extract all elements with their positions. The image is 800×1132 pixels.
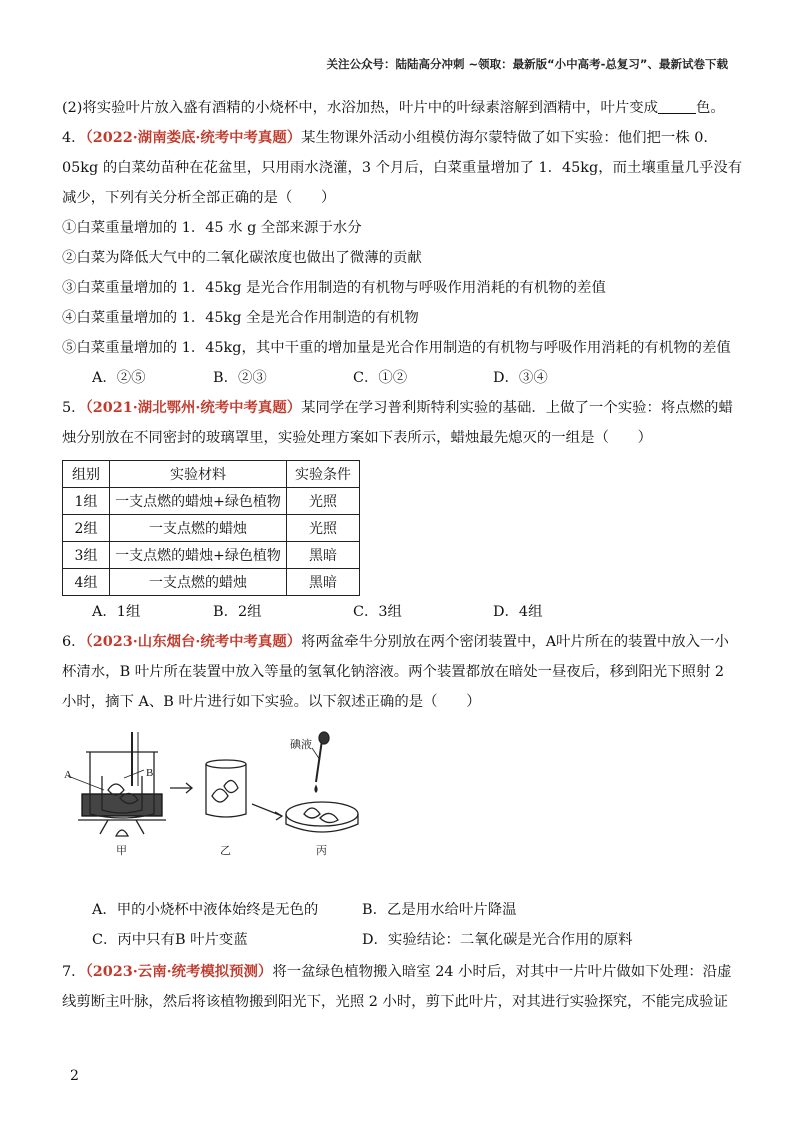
table-cell: 一支点燃的蜡烛+绿色植物 [110,542,287,569]
page-header: 关注公众号：陆陆高分冲刺 ~领取：最新版“小中高考-总复习”、最新试卷下载 [326,57,728,71]
caption-yi: 乙 [220,845,231,857]
q6-option-c: C．丙中只有B 叶片变蓝 [92,932,248,948]
q4-statement-1: ①白菜重量增加的 1．45 水 g 全部来源于水分 [62,220,362,236]
table-cell: 一支点燃的蜡烛 [110,569,287,596]
q7-text1: 将一盆绿色植物搬入暗室 24 小时后，对其中一片叶片做如下处理：沿虚 [272,964,732,980]
q4-statement-2: ②白菜为降低大气中的二氧化碳浓度也做出了微薄的贡献 [62,250,422,266]
q4-statement-4: ④白菜重量增加的 1．45kg 全是光合作用制造的有机物 [62,310,419,326]
q6-option-a: A．甲的小烧杯中液体始终是无色的 [92,902,319,918]
q7-line2: 线剪断主叶脉，然后将该植物搬到阳光下，光照 2 小时，剪下此叶片，对其进行实验探究，不能完成验证 [62,994,728,1010]
table-cell: 光照 [287,488,360,515]
q5-option-c: C．3组 [353,604,402,620]
q5-source: （2021·湖北鄂州·统考中考真题） [85,399,302,416]
q4-option-c: C．①② [353,370,408,386]
q5-line1 [62,398,733,418]
q6-source: （2023·山东烟台·统考中考真题） [85,633,302,650]
table-header-row [63,461,360,488]
q5-line2: 烛分别放在不同密封的玻璃罩里，实验处理方案如下表所示，蜡烛最先熄灭的一组是（ ） [62,430,653,446]
q7-line1 [62,962,732,982]
q5-option-b: B．2组 [213,604,262,620]
table-header: 实验材料 [110,461,287,488]
q4-line3: 减少，下列有关分析全部正确的是（ ） [62,190,336,206]
table-row [63,515,360,542]
q4-statement-3: ③白菜重量增加的 1．45kg 是光合作用制造的有机物与呼吸作用消耗的有机物的差值 [62,280,606,296]
experiment-figure [60,726,380,858]
q6-line3: 小时，摘下 A、B 叶片进行如下实验。以下叙述正确的是（ ） [62,694,481,710]
q4-option-d: D．③④ [493,370,548,386]
table-cell: 2组 [63,515,110,542]
table-cell: 一支点燃的蜡烛 [110,515,287,542]
arrow-icon [252,804,282,820]
page-number: 2 [70,1068,79,1084]
q4-number: 4． [62,130,86,146]
apparatus-jia [68,732,166,836]
table-cell: 1组 [63,488,110,515]
label-iodine: 碘液 [290,739,312,751]
answer-blank [658,99,696,114]
table-header: 组别 [63,461,110,488]
experiment-table [62,460,360,596]
q4-option-a: A．②⑤ [92,370,146,386]
q7-number: 7． [62,964,86,980]
q5-option-a: A．1组 [92,604,141,620]
table-cell: 黑暗 [287,542,360,569]
q4-option-b: B．②③ [213,370,267,386]
q6-option-b: B．乙是用水给叶片降温 [362,902,517,918]
label-a: A [64,769,72,781]
q7-source: （2023·云南·统考模拟预测） [85,963,273,980]
arrow-icon [170,783,192,793]
q4-line1 [62,128,708,148]
q6-number: 6． [62,634,86,650]
table-cell: 黑暗 [287,569,360,596]
table-cell: 光照 [287,515,360,542]
table-header: 实验条件 [287,461,360,488]
table-row [63,569,360,596]
q6-line1 [62,632,729,652]
table-row [63,542,360,569]
q4-text1: 某生物课外活动小组模仿海尔蒙特做了如下实验：他们把一株 0. [301,130,708,146]
q3-part2-tail: 色。 [696,100,725,116]
table-row [63,488,360,515]
table-cell: 3组 [63,542,110,569]
q4-statement-5: ⑤白菜重量增加的 1．45kg，其中干重的增加量是光合作用制造的有机物与呼吸作用消耗的有机物的差值 [62,340,731,356]
q6-option-d: D．实验结论：二氧化碳是光合作用的原料 [362,932,633,948]
q6-text1: 将两盆牵牛分别放在两个密闭装置中，A叶片所在的装置中放入一小 [301,634,729,650]
q5-option-d: D．4组 [493,604,543,620]
q5-text1: 某同学在学习普利斯特利实验的基础．上做了一个实验：将点燃的蜡 [301,400,733,416]
label-b: B [146,767,154,779]
q3-part2 [62,98,725,118]
q4-source: （2022·湖南娄底·统考中考真题） [85,129,302,146]
q6-line2: 杯清水，B 叶片所在装置中放入等量的氢氧化钠溶液。两个装置都放在暗处一昼夜后，移到阳光下照射 2 [62,664,725,680]
table-cell: 一支点燃的蜡烛+绿色植物 [110,488,287,515]
q5-number: 5． [62,400,86,416]
q4-line2: 05kg 的白菜幼苗种在花盆里，只用雨水浇灌，3 个月后，白菜重量增加了 1．45kg，而土壤重量几乎没有 [62,160,743,176]
q3-part2-text: (2)将实验叶片放入盛有酒精的小烧杯中，水浴加热，叶片中的叶绿素溶解到酒精中，叶片变成 [62,100,659,116]
caption-bing: 丙 [316,845,327,857]
table-cell: 4组 [63,569,110,596]
caption-jia: 甲 [116,845,127,857]
apparatus-yi [206,760,246,817]
